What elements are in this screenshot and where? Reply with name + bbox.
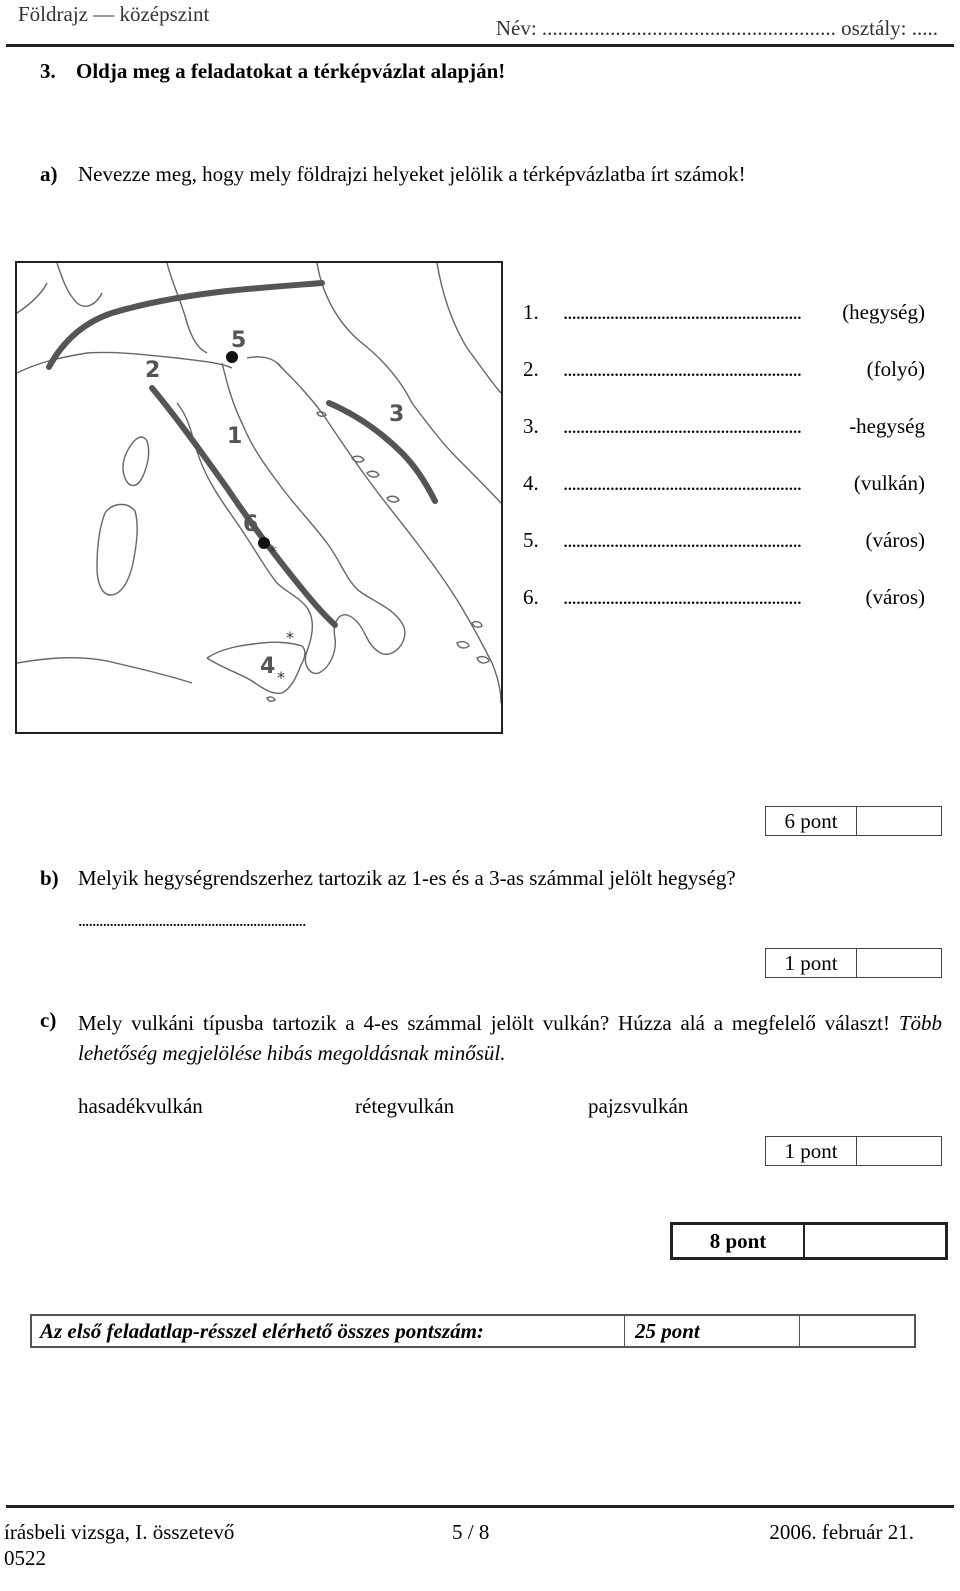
summary-value: 25 pont — [625, 1316, 800, 1346]
footer-date: 2006. február 21. — [769, 1520, 914, 1544]
part-b-label: b) — [40, 866, 59, 890]
header-name-field[interactable]: Név: ........................................................ osztály: ..... — [495, 16, 938, 40]
map-label-6: 6 — [243, 512, 259, 537]
part-b-question-text: Melyik hegységrendszerhez tartozik az 1-es és a 3-as számmal jelölt hegység? — [78, 866, 736, 890]
answer-number: 3. — [523, 414, 539, 438]
points-label: 1 pont — [766, 1137, 857, 1165]
summary-label: Az első feladatlap-résszel elérhető összes pontszám: — [32, 1316, 625, 1346]
answer-row[interactable] — [523, 357, 925, 414]
part-c-question-text: Mely vulkáni típusba tartozik a 4-es számmal jelölt vulkán? Húzza alá a megfelelő választ! — [78, 1011, 899, 1035]
answer-row[interactable] — [523, 471, 925, 528]
part-a-question — [40, 162, 746, 187]
volcano-star-icon: * — [277, 668, 285, 687]
points-label: 6 pont — [766, 807, 857, 835]
points-score-cell[interactable] — [857, 807, 941, 835]
answer-suffix: (város) — [865, 528, 925, 552]
option-retegvulkan[interactable]: rétegvulkán — [355, 1094, 455, 1118]
footer-page: 5 / 8 — [452, 1520, 490, 1544]
summary-score-cell[interactable] — [800, 1316, 914, 1346]
part-b-answer-line[interactable]: ................................................................. — [78, 910, 306, 930]
answer-number: 2. — [523, 357, 539, 381]
map-label-4: 4 — [260, 654, 276, 679]
answer-number: 1. — [523, 300, 539, 324]
answer-blank[interactable]: ........................................................ — [563, 585, 801, 609]
header-rule — [6, 44, 954, 47]
part-c-label: c) — [40, 1008, 57, 1032]
answer-row[interactable] — [523, 414, 925, 471]
option-hasadekvulkan[interactable]: hasadékvulkán — [78, 1094, 203, 1118]
part-a-question-text: Nevezze meg, hogy mely földrajzi helyeket jelölik a térképvázlatba írt számok! — [78, 162, 746, 186]
answer-suffix: (hegység) — [842, 300, 925, 324]
points-score-cell[interactable] — [857, 1137, 941, 1165]
footer-code: 0522 — [4, 1546, 46, 1570]
header-subject: Földrajz — középszint — [18, 2, 210, 26]
answer-number: 4. — [523, 471, 539, 495]
map-label-5: 5 — [231, 328, 247, 353]
answer-row[interactable] — [523, 585, 925, 642]
map-label-1: 1 — [227, 424, 243, 449]
answer-number: 6. — [523, 585, 539, 609]
part-c-question — [78, 1008, 942, 1068]
footer-left: írásbeli vizsga, I. összetevő — [4, 1520, 235, 1544]
map-label-3: 3 — [389, 402, 405, 427]
answer-blank[interactable]: ........................................................ — [563, 300, 801, 324]
volcano-star-icon: * — [269, 542, 277, 561]
task-total-score-cell[interactable] — [805, 1225, 945, 1257]
points-box-a — [765, 806, 942, 836]
task-total-label: 8 pont — [673, 1225, 805, 1257]
answer-suffix: (város) — [865, 585, 925, 609]
points-score-cell[interactable] — [857, 949, 941, 977]
task-number: 3. — [40, 59, 56, 83]
footer-rule — [6, 1505, 954, 1508]
map-label-2: 2 — [145, 358, 161, 383]
answer-blank[interactable]: ........................................................ — [563, 414, 801, 438]
part-b-question — [40, 866, 736, 891]
answer-row[interactable] — [523, 528, 925, 585]
answer-list — [523, 300, 925, 642]
answer-blank[interactable]: ........................................................ — [563, 528, 801, 552]
answer-suffix: (vulkán) — [853, 471, 925, 495]
part-c-instruction: Több lehetőség megjelölése hibás megoldásnak minősül. — [78, 1011, 942, 1065]
part-c-label-wrap — [40, 1008, 78, 1033]
points-box-b — [765, 948, 942, 978]
italy-map-svg — [17, 263, 501, 732]
answer-suffix: -hegység — [849, 414, 925, 438]
task-title-text: Oldja meg a feladatokat a térképvázlat alapján! — [76, 59, 506, 83]
answer-number: 5. — [523, 528, 539, 552]
volcano-star-icon: * — [286, 628, 294, 647]
answer-suffix: (folyó) — [866, 357, 925, 381]
points-label: 1 pont — [766, 949, 857, 977]
answer-row[interactable] — [523, 300, 925, 357]
points-box-c — [765, 1136, 942, 1166]
part-a-label: a) — [40, 162, 58, 186]
task-total-box — [670, 1222, 948, 1260]
option-pajzsvulkan[interactable]: pajzsvulkán — [588, 1094, 689, 1118]
answer-blank[interactable]: ........................................................ — [563, 471, 801, 495]
answer-blank[interactable]: ........................................................ — [563, 357, 801, 381]
summary-box — [30, 1314, 916, 1348]
map-sketch — [15, 261, 503, 734]
task-title — [40, 59, 505, 84]
